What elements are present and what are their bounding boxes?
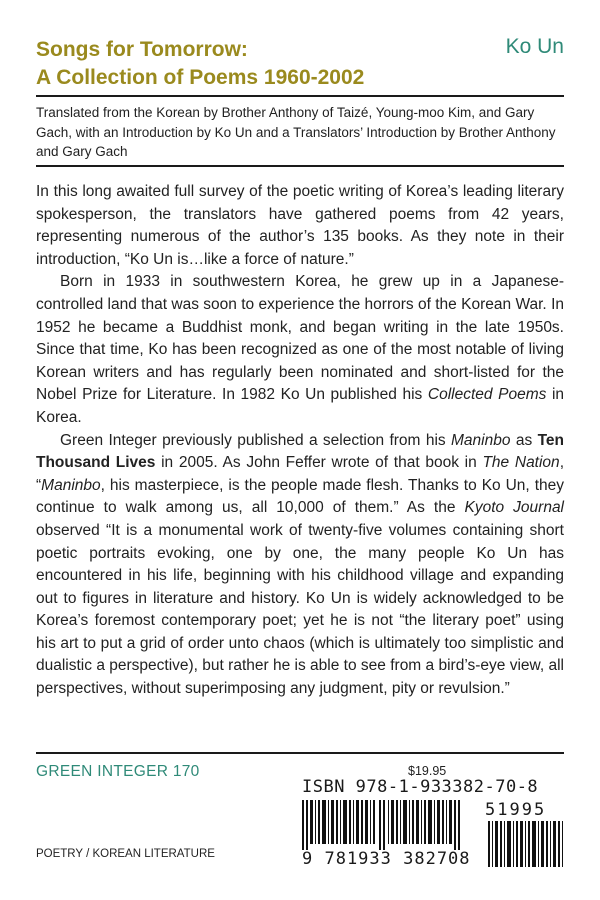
kyoto-journal-title: Kyoto Journal (464, 499, 565, 517)
book-description (36, 181, 564, 701)
paragraph-2-text: Born in 1933 in southwestern Korea, he grew up in a Japanese-controlled land that was soon to experience the horrors of the Korean War. In 1952 he became a Buddhist monk, and began writing in the late 1950s. Since that time, Ko has been recognized as one of the most notable of living Korean writers and has regularly been nominated and short-listed for the Nobel Prize for Literature. In 1982 Ko Un published his (36, 273, 564, 404)
maninbo-title: Maninbo (451, 431, 511, 449)
title-line-2: A Collection of Poems 1960-2002 (36, 66, 365, 89)
collected-poems-title: Collected Poems (427, 386, 547, 404)
category-label: POETRY / KOREAN LITERATURE (36, 848, 215, 860)
paragraph-3-text-k: observed “It is a monumental work of twenty-five volumes containing short poetic portraits evoking, one by one, the many people Ko Un has encountered in his life, beginning with his childhood village and expanding out to figures in literature and history. Ko Un is widely acknowledged to be Korea’s foremost contemporary poet; yet he is not “the literary poet” using his art to put a grid of order unto chaos (which is ultimately too simplistic and dualistic a perspective), but rather he is able to see from a bird’s-eye view, all perspectives, without superimposing any judgment, pity or revulsion.” (36, 521, 564, 698)
book-title (36, 36, 476, 92)
paragraph-3-text-a: Green Integer previously published a selection from his (60, 431, 452, 449)
paragraph-3-text-e: in 2005. As John Feffer wrote of that book in (155, 454, 483, 472)
isbn-barcode (300, 800, 480, 850)
addon-bars (488, 821, 563, 867)
ten-thousand-lives-title: Ten Thousand Lives (36, 431, 564, 472)
price-addon-number: 51995 (485, 800, 547, 820)
title-line-1: Songs for Tomorrow: (36, 38, 248, 61)
top-divider (36, 95, 564, 97)
price-label: $19.95 (408, 764, 447, 778)
series-label: GREEN INTEGER 170 (36, 763, 200, 780)
paragraph-3-text-c: as (510, 431, 538, 449)
isbn-label: ISBN 978-1-933382-70-8 (302, 777, 539, 797)
footer-divider (36, 752, 564, 754)
description-paragraph-2 (36, 271, 564, 429)
barcode-bars (302, 800, 460, 850)
the-nation-title: The Nation (482, 454, 560, 472)
description-paragraph-3 (36, 430, 564, 701)
paragraph-2-end: in Korea. (36, 386, 565, 426)
maninbo-title-2: Maninbo (41, 476, 101, 494)
paragraph-3-text-i: , his masterpiece, is the people made flesh. Thanks to Ko Un, they continue to walk among us, all 10,000 of them.” As the (36, 476, 564, 517)
barcode-digits: 9 781933 382708 (302, 849, 471, 869)
description-paragraph-1: In this long awaited full survey of the poetic writing of Korea’s leading literary spokesperson, the translators have gathered poems from 42 years, representing numerous of the author’s 135 books. As they note in their introduction, “Ko Un is…like a force of nature.” (36, 183, 564, 268)
author-name: Ko Un (505, 35, 564, 58)
translator-credits: Translated from the Korean by Brother Anthony of Taizé, Young-moo Kim, and Gary Gach, with an Introduction by Ko Un and a Translators’ Introduction by Brother Anthony and Gary Gach (36, 105, 556, 159)
price-addon-barcode (488, 821, 564, 867)
paragraph-3-text-g: , “ (36, 454, 564, 494)
credits-divider (36, 165, 564, 167)
